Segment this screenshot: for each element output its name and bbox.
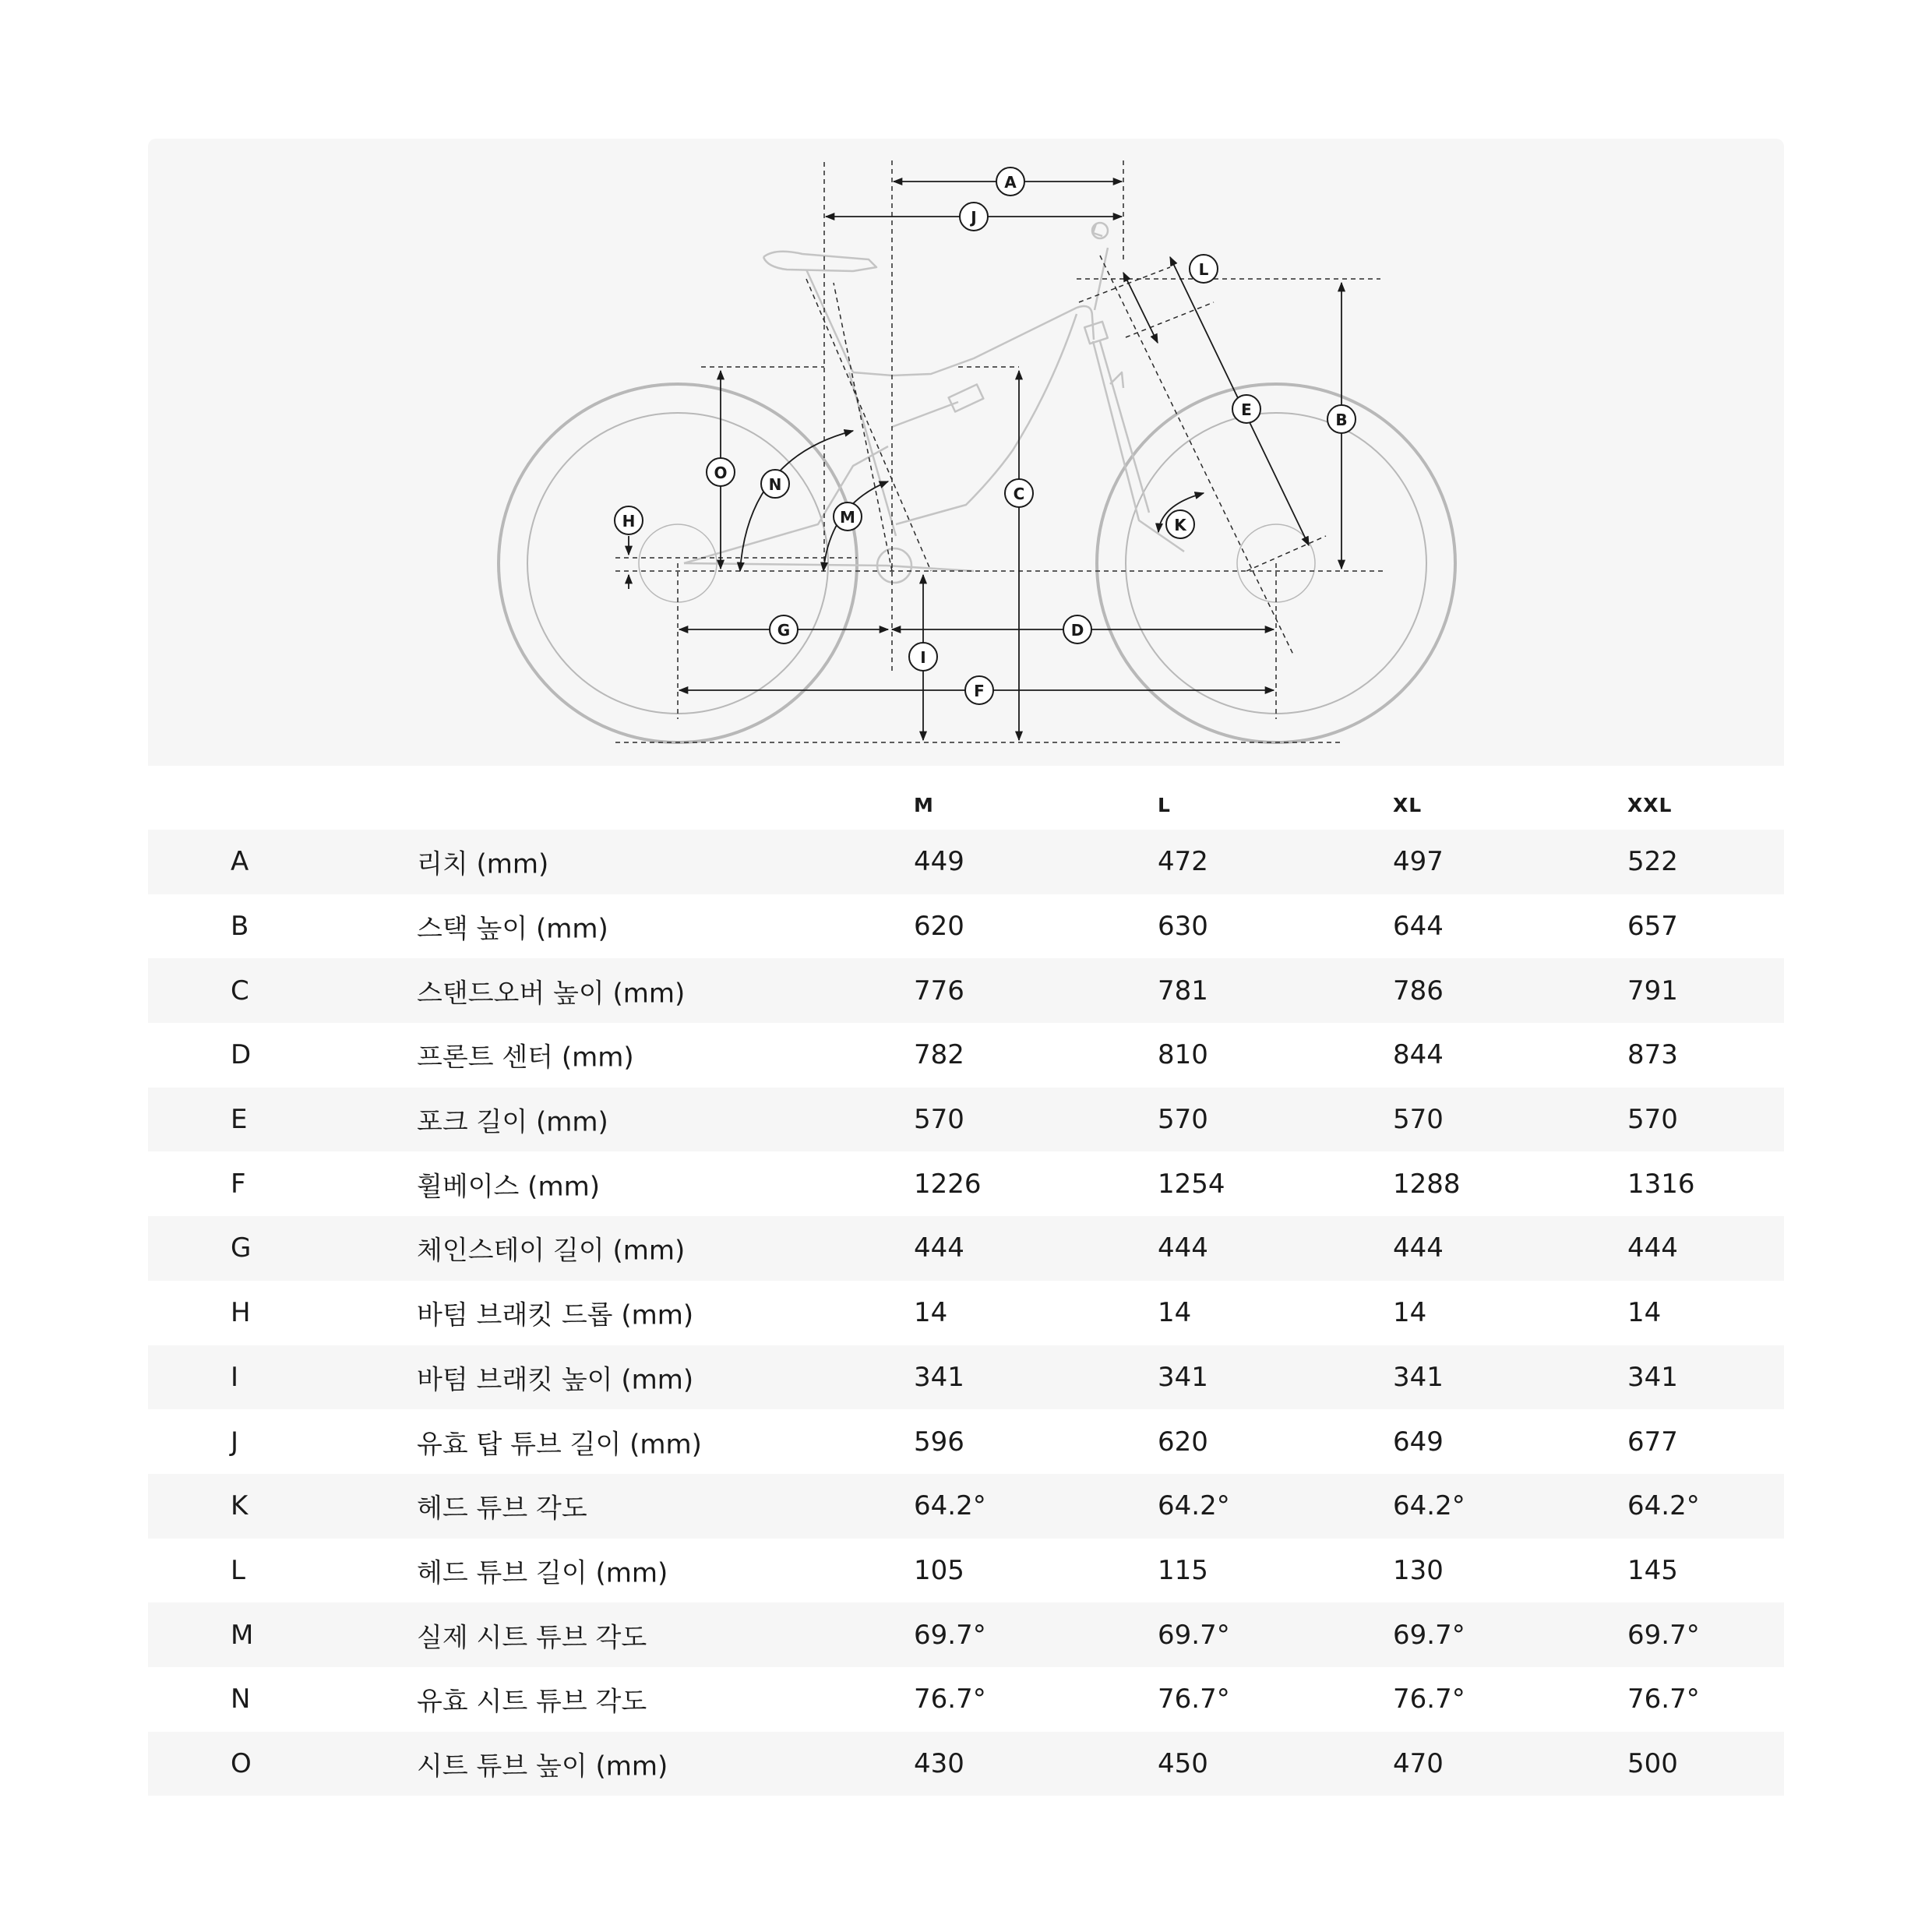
geometry-table [148,766,1784,1796]
value-xl: 130 [1393,1554,1444,1586]
size-header-xl: XL [1393,794,1423,816]
dimension-arrows [629,182,1341,740]
label-m: M [840,508,855,527]
bike-geometry-svg [148,139,1784,766]
value-m: 69.7° [914,1619,986,1651]
value-xl: 69.7° [1393,1619,1465,1651]
label-c: C [1013,485,1025,503]
table-row [148,1732,1784,1796]
table-row [148,1023,1784,1088]
row-label: 휠베이스 (mm) [417,1171,600,1203]
row-letter: J [231,1426,239,1458]
row-label: 프론트 센터 (mm) [417,1042,634,1074]
value-xxl: 145 [1627,1554,1678,1586]
label-l: L [1198,260,1209,279]
value-m: 14 [914,1297,948,1329]
value-xl: 444 [1393,1232,1444,1264]
table-row [148,1345,1784,1410]
row-letter: A [231,846,249,878]
value-m: 620 [914,911,964,943]
dimension-letters [622,173,1348,700]
value-m: 430 [914,1747,964,1779]
row-label: 바텀 브래킷 드롭 (mm) [417,1299,694,1331]
value-m: 76.7° [914,1683,986,1715]
value-xl: 644 [1393,911,1444,943]
row-letter: F [231,1168,246,1200]
row-label: 헤드 튜브 길이 (mm) [417,1557,668,1589]
value-l: 810 [1158,1039,1208,1071]
label-d: D [1070,621,1084,640]
label-h: H [622,512,636,531]
value-l: 14 [1158,1297,1192,1329]
row-letter: O [231,1747,252,1779]
value-l: 472 [1158,846,1208,878]
table-row [148,1409,1784,1474]
value-xxl: 873 [1627,1039,1678,1071]
table-row [148,894,1784,959]
label-e: E [1241,400,1252,419]
table-row [148,830,1784,894]
value-l: 450 [1158,1747,1208,1779]
value-xl: 341 [1393,1361,1444,1393]
table-row [148,1474,1784,1539]
size-header-xxl: XXL [1627,794,1673,816]
row-label: 시트 튜브 높이 (mm) [417,1750,668,1782]
label-o: O [714,464,728,482]
value-xxl: 500 [1627,1747,1678,1779]
value-m: 64.2° [914,1490,986,1522]
row-label: 유효 탑 튜브 길이 (mm) [417,1429,702,1461]
size-header-row [148,766,1784,830]
value-l: 76.7° [1158,1683,1230,1715]
value-m: 105 [914,1554,964,1586]
row-label: 바텀 브래킷 높이 (mm) [417,1364,694,1396]
value-xxl: 14 [1627,1297,1662,1329]
row-letter: C [231,975,249,1007]
value-xl: 1288 [1393,1168,1461,1200]
value-m: 570 [914,1104,964,1136]
size-header-m: M [914,794,934,816]
table-row [148,958,1784,1023]
value-l: 341 [1158,1361,1208,1393]
row-label: 유효 시트 튜브 각도 [417,1686,647,1718]
value-xxl: 791 [1627,975,1678,1007]
label-a: A [1004,173,1017,192]
value-xl: 570 [1393,1104,1444,1136]
row-letter: E [231,1104,248,1136]
size-header-l: L [1158,794,1171,816]
value-l: 64.2° [1158,1490,1230,1522]
row-label: 체인스테이 길이 (mm) [417,1235,686,1267]
row-letter: N [231,1683,251,1715]
value-xl: 14 [1393,1297,1427,1329]
row-letter: G [231,1232,252,1264]
row-letter: M [231,1619,254,1651]
value-m: 776 [914,975,964,1007]
value-m: 596 [914,1426,964,1458]
value-l: 630 [1158,911,1208,943]
table-row [148,1667,1784,1732]
value-m: 444 [914,1232,964,1264]
value-m: 341 [914,1361,964,1393]
value-l: 570 [1158,1104,1208,1136]
row-label: 실제 시트 튜브 각도 [417,1622,647,1654]
value-m: 1226 [914,1168,982,1200]
dimension-labels [615,167,1356,704]
value-xl: 786 [1393,975,1444,1007]
value-xxl: 76.7° [1627,1683,1700,1715]
table-row [148,1151,1784,1216]
value-l: 620 [1158,1426,1208,1458]
value-xl: 470 [1393,1747,1444,1779]
label-j: J [971,208,977,227]
table-row [148,1539,1784,1603]
row-label: 헤드 튜브 각도 [417,1493,587,1525]
reference-lines [615,160,1383,742]
table-row [148,1281,1784,1345]
row-letter: K [231,1490,249,1522]
value-l: 115 [1158,1554,1208,1586]
row-letter: B [231,911,249,943]
value-xxl: 64.2° [1627,1490,1700,1522]
value-xl: 76.7° [1393,1683,1465,1715]
row-label: 포크 길이 (mm) [417,1106,608,1138]
label-g: G [777,621,791,640]
value-xxl: 69.7° [1627,1619,1700,1651]
value-xxl: 341 [1627,1361,1678,1393]
table-row [148,1088,1784,1152]
value-l: 1254 [1158,1168,1225,1200]
geometry-card [148,139,1784,1814]
bike-geometry-diagram [148,139,1784,766]
value-l: 781 [1158,975,1208,1007]
value-xxl: 1316 [1627,1168,1695,1200]
value-xl: 497 [1393,846,1444,878]
row-label: 스탠드오버 높이 (mm) [417,978,686,1010]
label-k: K [1174,516,1186,534]
label-i: I [920,648,926,667]
value-xl: 649 [1393,1426,1444,1458]
table-row [148,1602,1784,1667]
label-b: B [1335,411,1348,429]
value-l: 444 [1158,1232,1208,1264]
row-letter: L [231,1554,245,1586]
value-l: 69.7° [1158,1619,1230,1651]
row-letter: H [231,1297,251,1329]
table-row [148,1216,1784,1281]
value-m: 782 [914,1039,964,1071]
value-xxl: 657 [1627,911,1678,943]
value-xl: 844 [1393,1039,1444,1071]
row-label: 리치 (mm) [417,848,549,880]
value-xl: 64.2° [1393,1490,1465,1522]
row-letter: D [231,1039,252,1071]
value-xxl: 677 [1627,1426,1678,1458]
label-f: F [974,682,985,700]
row-label: 스택 높이 (mm) [417,913,608,945]
value-xxl: 444 [1627,1232,1678,1264]
value-xxl: 570 [1627,1104,1678,1136]
value-m: 449 [914,846,964,878]
row-letter: I [231,1361,239,1393]
value-xxl: 522 [1627,846,1678,878]
label-n: N [768,475,782,494]
